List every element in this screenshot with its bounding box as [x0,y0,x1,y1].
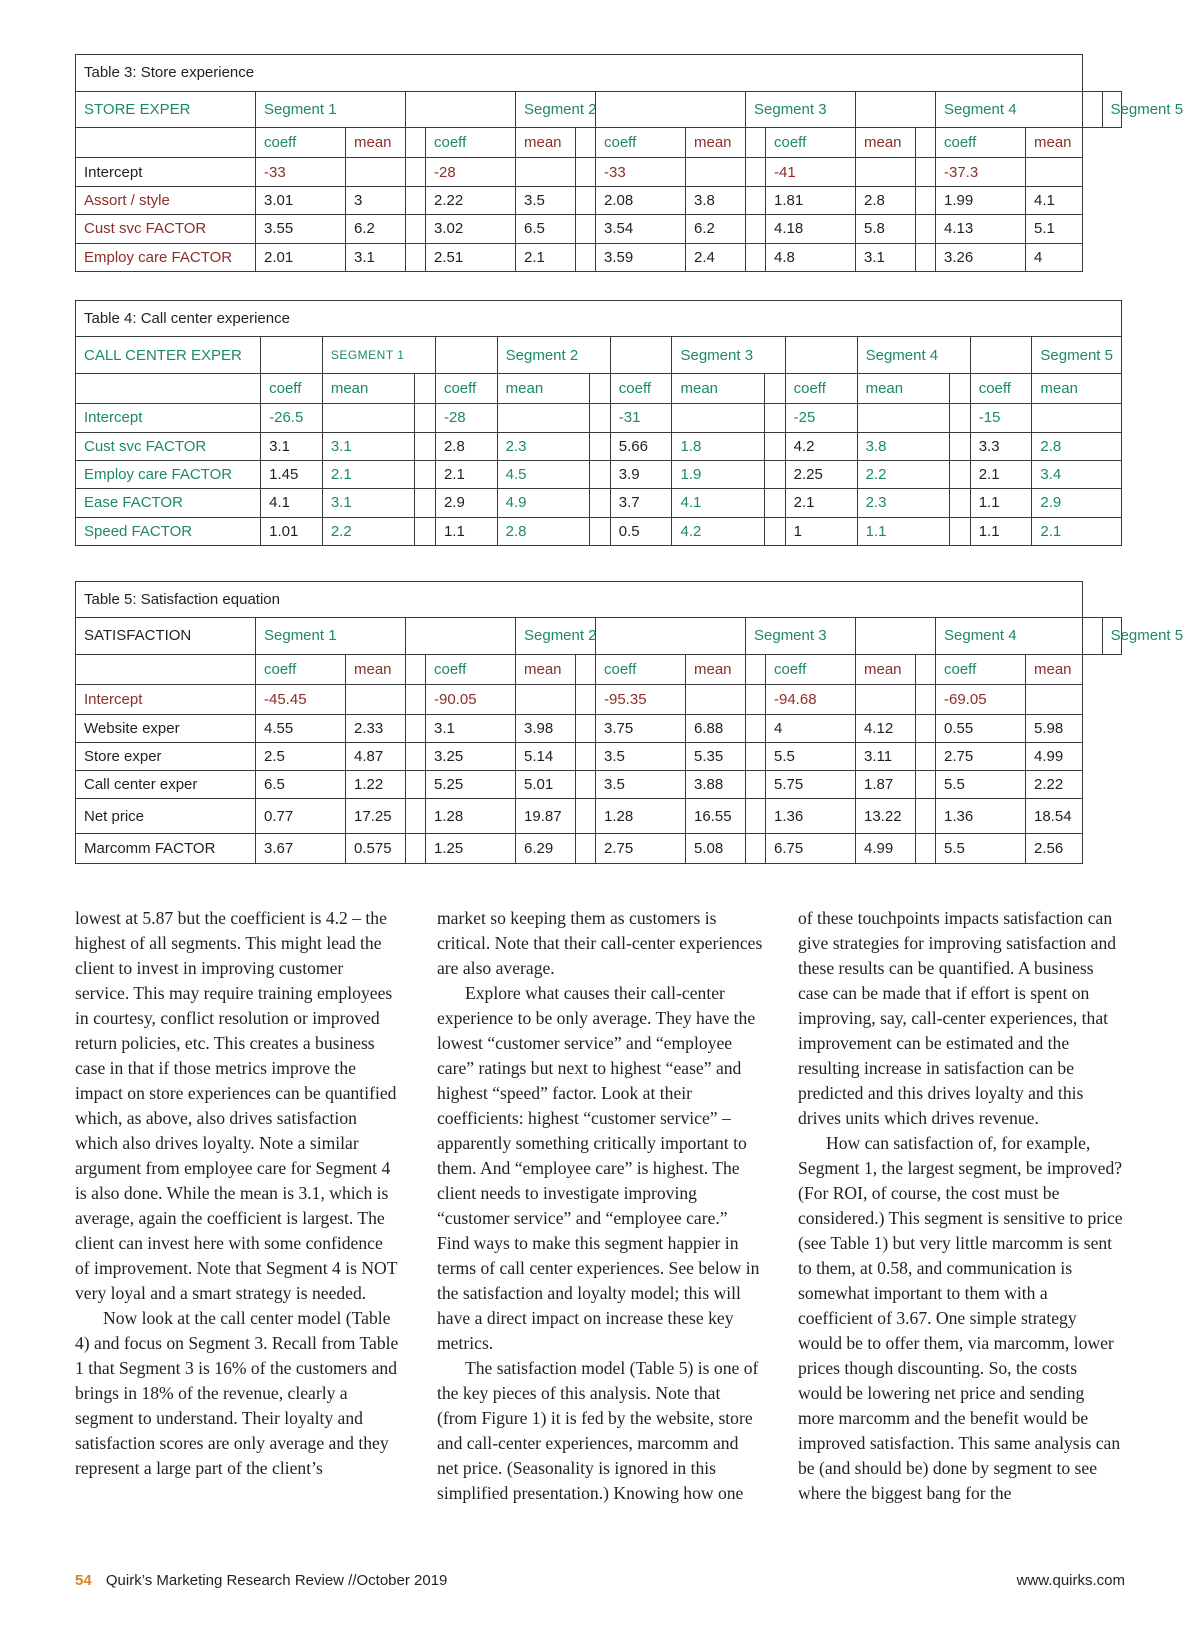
table-row [76,186,1122,214]
cell-mean: 4.1 [672,489,765,517]
cell-mean: 4 [1026,243,1083,271]
table-body [76,373,1122,545]
cell-coeff: 4.8 [766,243,856,271]
cell-mean [686,684,746,714]
segment-header: Segment 4 [936,618,1083,654]
cell-mean: 2.33 [346,714,406,742]
cell-mean: 4.1 [1026,186,1083,214]
cell-mean: 2.56 [1026,833,1083,863]
cell-coeff: 6.5 [256,771,346,799]
paragraph: of these touchpoints impacts satisfaction can give strategies for improving satisfaction and these results can be quantified. A business case can be made that if effort is spent on improving, say, call-center experiences, that improvement can be estimated and the resulting increase in satisfaction can be predicted and this drives loyalty and this drives units which drives revenue. [798,908,1117,1128]
cell-mean: 2.8 [856,186,916,214]
cell-mean [346,158,406,186]
mean-label: mean [1032,373,1122,403]
cell-mean: 3.5 [516,186,576,214]
coeff-label: coeff [936,654,1026,684]
cell-mean: 3.8 [686,186,746,214]
cell-coeff: 2.08 [596,186,686,214]
cell-mean [672,404,765,432]
segment-header: Segment 1 [256,91,406,128]
cell-coeff: 3.59 [596,243,686,271]
cell-mean [497,404,590,432]
cell-mean: 3.1 [856,243,916,271]
cell-coeff: 3.1 [426,714,516,742]
mean-label: mean [346,654,406,684]
coeff-label: coeff [256,128,346,158]
cell-mean [516,684,576,714]
cell-coeff: 2.1 [785,489,857,517]
coeff-label: coeff [596,128,686,158]
table-caption: Table 5: Satisfaction equation [76,582,1083,618]
coeff-label: coeff [785,373,857,403]
mean-label: mean [686,128,746,158]
cell-mean: 2.9 [1032,489,1122,517]
cell-coeff: 3.02 [426,215,516,243]
cell-coeff: 3.01 [256,186,346,214]
cell-coeff: -45.45 [256,684,346,714]
cell-mean: 1.87 [856,771,916,799]
subheader-row [76,373,1122,403]
coeff-label: coeff [970,373,1032,403]
cell-coeff: 1.01 [261,517,323,545]
row-label: Net price [76,799,256,833]
cell-coeff: 1.45 [261,460,323,488]
mean-label: mean [322,373,415,403]
cell-mean: 3.98 [516,714,576,742]
text-column-2 [437,906,763,1506]
segment-header: Segment 5 [1102,618,1121,654]
cell-mean: 2.4 [686,243,746,271]
cell-coeff: 1.25 [426,833,516,863]
cell-mean: 3.1 [322,489,415,517]
cell-coeff: 3.54 [596,215,686,243]
cell-mean: 4.2 [672,517,765,545]
segment-header: Segment 3 [672,337,785,373]
cell-mean: 1.9 [672,460,765,488]
table-row [76,743,1122,771]
cell-coeff: -26.5 [261,404,323,432]
coeff-label: coeff [936,128,1026,158]
table-row [76,684,1122,714]
cell-mean: 3.4 [1032,460,1122,488]
row-label: Employ care FACTOR [76,243,256,271]
cell-coeff: 1.99 [936,186,1026,214]
row-label: Marcomm FACTOR [76,833,256,863]
cell-mean: 2.1 [516,243,576,271]
segment-header: Segment 4 [936,91,1083,128]
row-label: Employ care FACTOR [76,460,261,488]
cell-coeff: 5.5 [936,833,1026,863]
cell-coeff: 1.28 [426,799,516,833]
cell-coeff: 0.55 [936,714,1026,742]
cell-mean: 1.1 [857,517,950,545]
cell-mean [686,158,746,186]
cell-coeff: 2.22 [426,186,516,214]
cell-mean: 6.2 [686,215,746,243]
cell-coeff: 1 [785,517,857,545]
row-label: Website exper [76,714,256,742]
cell-coeff: 2.5 [256,743,346,771]
cell-coeff: -90.05 [426,684,516,714]
cell-mean: 3.1 [346,243,406,271]
cell-mean: 17.25 [346,799,406,833]
cell-mean: 4.99 [856,833,916,863]
cell-mean: 0.575 [346,833,406,863]
cell-coeff: 2.75 [596,833,686,863]
cell-mean: 5.08 [686,833,746,863]
paragraph: market so keeping them as customers is critical. Note that their call-center experiences are also average. [437,908,763,978]
cell-coeff: -28 [435,404,497,432]
mean-label: mean [1026,128,1083,158]
text-column-1 [75,906,401,1481]
table-row [76,517,1122,545]
cell-mean: 2.8 [1032,432,1122,460]
cell-coeff: 2.51 [426,243,516,271]
coeff-label: coeff [261,373,323,403]
cell-coeff: 4.13 [936,215,1026,243]
page-number: 54 [75,1572,92,1589]
cell-coeff: 1.1 [435,517,497,545]
cell-coeff: -41 [766,158,856,186]
cell-mean: 4.99 [1026,743,1083,771]
cell-mean [322,404,415,432]
mean-label: mean [516,128,576,158]
mean-label: mean [672,373,765,403]
cell-coeff: 3.25 [426,743,516,771]
cell-mean: 19.87 [516,799,576,833]
cell-coeff: 0.77 [256,799,346,833]
cell-coeff: 3.1 [261,432,323,460]
row-label: Cust svc FACTOR [76,215,256,243]
mean-label: mean [346,128,406,158]
cell-coeff: 3.9 [610,460,672,488]
paragraph: The satisfaction model (Table 5) is one of the key pieces of this analysis. Note that (from Figure 1) it is fed by the website, store and call-center experiences, marcomm and net price. (Seasonality is ignored in this simplified presentation.) Knowing how one [437,1358,759,1503]
row-label: Speed FACTOR [76,517,261,545]
cell-mean: 5.1 [1026,215,1083,243]
cell-mean [1032,404,1122,432]
cell-coeff: 1.81 [766,186,856,214]
coeff-label: coeff [766,128,856,158]
cell-mean: 2.1 [322,460,415,488]
cell-coeff: 2.9 [435,489,497,517]
cell-coeff: 1.36 [766,799,856,833]
paragraph: Explore what causes their call-center experience to be only average. They have the lowest “customer service” and “employee care” ratings but next to highest “ease” and highest “speed” factor. Look at their coefficients: highest “customer service” – apparently something critically important to them. And “employee care” is highest. The client needs to investigate improving “customer service” and “employee care.” Find ways to make this segment happier in terms of call center experiences. See below in the satisfaction and loyalty model; this will have a direct impact on increase these key metrics. [437,983,760,1353]
coeff-label: coeff [435,373,497,403]
mean-label: mean [497,373,590,403]
cell-mean: 3.8 [857,432,950,460]
cell-coeff: -69.05 [936,684,1026,714]
cell-coeff: 4.18 [766,215,856,243]
cell-coeff: 5.25 [426,771,516,799]
table-call-center-experience [75,300,1122,546]
table-row [76,158,1122,186]
cell-coeff: 5.75 [766,771,856,799]
row-label: Intercept [76,684,256,714]
cell-mean [1026,684,1083,714]
cell-mean: 2.22 [1026,771,1083,799]
segment-header: Segment 3 [746,91,856,128]
cell-coeff: 2.01 [256,243,346,271]
table-row [76,460,1122,488]
cell-coeff: 1.1 [970,489,1032,517]
paragraph: How can satisfaction of, for example, Segment 1, the largest segment, be improved? (For ROI, of course, the cost must be considered.) This segment is sensitive to price (see Table 1) but very little marcomm is sent to them, at 0.58, and communication is somewhat important to them with a coefficient of 3.67. One simple strategy would be to offer them, via marcomm, lower prices though discounting. So, the costs would be lowering net price and sending more marcomm and the benefit would be improved satisfaction. This same analysis can be (and should be) done by segment to see where the biggest bang for the [798,1133,1123,1503]
cell-coeff: 6.75 [766,833,856,863]
cell-coeff: 3.3 [970,432,1032,460]
mean-label: mean [856,654,916,684]
segment-header: SEGMENT 1 [322,337,435,373]
cell-coeff: 3.5 [596,771,686,799]
table-row [76,714,1122,742]
segment-header: Segment 2 [516,618,596,654]
paragraph: Now look at the call center model (Table 4) and focus on Segment 3. Recall from Table 1 that Segment 3 is 16% of the customers and brings in 18% of the revenue, clearly a segment to understand. Their loyalty and satisfaction scores are only average and they represent a large part of the client’s [75,1308,399,1478]
table-body [76,654,1122,864]
table-row [76,771,1122,799]
table-row [76,404,1122,432]
cell-mean: 2.3 [497,432,590,460]
table-body [76,128,1122,272]
cell-mean: 5.01 [516,771,576,799]
text-column-3 [798,906,1124,1506]
cell-coeff: 5.5 [936,771,1026,799]
coeff-label: coeff [426,654,516,684]
table-caption: Table 3: Store experience [76,55,1083,92]
cell-coeff: 1.28 [596,799,686,833]
cell-coeff: 4.55 [256,714,346,742]
segment-header: Segment 2 [516,91,596,128]
cell-coeff: 3.67 [256,833,346,863]
cell-mean: 13.22 [856,799,916,833]
table-caption: Table 4: Call center experience [76,301,1122,337]
cell-mean: 16.55 [686,799,746,833]
cell-mean: 4.12 [856,714,916,742]
row-label: Intercept [76,404,261,432]
cell-coeff: -15 [970,404,1032,432]
cell-coeff: -94.68 [766,684,856,714]
coeff-label: coeff [256,654,346,684]
cell-mean: 4.9 [497,489,590,517]
cell-coeff: -31 [610,404,672,432]
cell-mean: 1.8 [672,432,765,460]
cell-coeff: -28 [426,158,516,186]
mean-label: mean [686,654,746,684]
cell-coeff: -33 [596,158,686,186]
cell-coeff: 4 [766,714,856,742]
table-store-experience [75,54,1184,272]
cell-mean [1026,158,1083,186]
cell-mean [857,404,950,432]
cell-coeff: 5.5 [766,743,856,771]
coeff-label: coeff [596,654,686,684]
row-label: Ease FACTOR [76,489,261,517]
cell-mean: 1.22 [346,771,406,799]
cell-coeff: 4.2 [785,432,857,460]
segment-header: Segment 5 [1032,337,1122,373]
table-header-label: STORE EXPER [76,91,256,128]
cell-mean [516,158,576,186]
cell-mean: 4.87 [346,743,406,771]
cell-mean: 3.1 [322,432,415,460]
cell-mean: 3 [346,186,406,214]
cell-coeff: -25 [785,404,857,432]
cell-mean: 6.5 [516,215,576,243]
cell-mean: 2.8 [497,517,590,545]
cell-coeff: 3.7 [610,489,672,517]
table-row [76,489,1122,517]
cell-coeff: 1.1 [970,517,1032,545]
segment-header: Segment 2 [497,337,610,373]
paragraph: lowest at 5.87 but the coefficient is 4.2 – the highest of all segments. This might lead the client to invest in improving customer service. This may require training employees in courtesy, conflict resolution or improved return policies, etc. This creates a business case in that if those metrics improve the impact on store experiences can be quantified which, as above, also drives satisfaction which also drives loyalty. Note a similar argument from employee care for Segment 4 is also done. While the mean is 3.1, which is average, again the coefficient is largest. The client can invest here with some confidence of improvement. Note that Segment 4 is NOT very loyal and a smart strategy is needed. [75,908,398,1303]
cell-coeff: 0.5 [610,517,672,545]
subheader-row [76,128,1122,158]
cell-coeff: 3.75 [596,714,686,742]
table-row [76,799,1122,833]
cell-mean [856,684,916,714]
table-row [76,215,1122,243]
table-row [76,432,1122,460]
row-label: Call center exper [76,771,256,799]
cell-coeff: 2.1 [970,460,1032,488]
cell-mean: 4.5 [497,460,590,488]
cell-coeff: 4.1 [261,489,323,517]
table-satisfaction-equation [75,581,1184,864]
cell-coeff: 1.36 [936,799,1026,833]
cell-coeff: -95.35 [596,684,686,714]
mean-label: mean [516,654,576,684]
table-row [76,243,1122,271]
cell-mean: 6.88 [686,714,746,742]
cell-coeff: 2.25 [785,460,857,488]
row-label: Intercept [76,158,256,186]
cell-coeff: 2.1 [435,460,497,488]
table-header-label: CALL CENTER EXPER [76,337,261,373]
cell-coeff: 3.26 [936,243,1026,271]
cell-coeff: 2.75 [936,743,1026,771]
coeff-label: coeff [766,654,856,684]
segment-header: Segment 1 [256,618,406,654]
subheader-row [76,654,1122,684]
cell-mean: 2.2 [857,460,950,488]
publication-name: Quirk’s Marketing Research Review //October 2019 [105,1572,448,1589]
page-footer [75,1572,1125,1589]
cell-mean: 2.1 [1032,517,1122,545]
cell-mean: 5.98 [1026,714,1083,742]
table-header-label: SATISFACTION [76,618,256,654]
mean-label: mean [857,373,950,403]
segment-header: Segment 4 [857,337,970,373]
segment-header: Segment 5 [1102,91,1121,128]
cell-mean: 2.2 [322,517,415,545]
cell-mean: 18.54 [1026,799,1083,833]
cell-mean: 5.35 [686,743,746,771]
coeff-label: coeff [426,128,516,158]
cell-coeff: -33 [256,158,346,186]
cell-coeff: 3.5 [596,743,686,771]
cell-mean: 6.2 [346,215,406,243]
cell-mean: 2.3 [857,489,950,517]
table-row [76,833,1122,863]
cell-mean: 3.88 [686,771,746,799]
segment-header: Segment 3 [746,618,856,654]
cell-mean [346,684,406,714]
cell-coeff: 5.66 [610,432,672,460]
cell-mean: 6.29 [516,833,576,863]
cell-mean: 5.14 [516,743,576,771]
website-link[interactable]: www.quirks.com [1016,1572,1125,1589]
mean-label: mean [1026,654,1083,684]
coeff-label: coeff [610,373,672,403]
cell-coeff: 2.8 [435,432,497,460]
cell-coeff: -37.3 [936,158,1026,186]
row-label: Cust svc FACTOR [76,432,261,460]
row-label: Store exper [76,743,256,771]
row-label: Assort / style [76,186,256,214]
mean-label: mean [856,128,916,158]
cell-mean [856,158,916,186]
cell-mean: 5.8 [856,215,916,243]
cell-mean: 3.11 [856,743,916,771]
cell-coeff: 3.55 [256,215,346,243]
